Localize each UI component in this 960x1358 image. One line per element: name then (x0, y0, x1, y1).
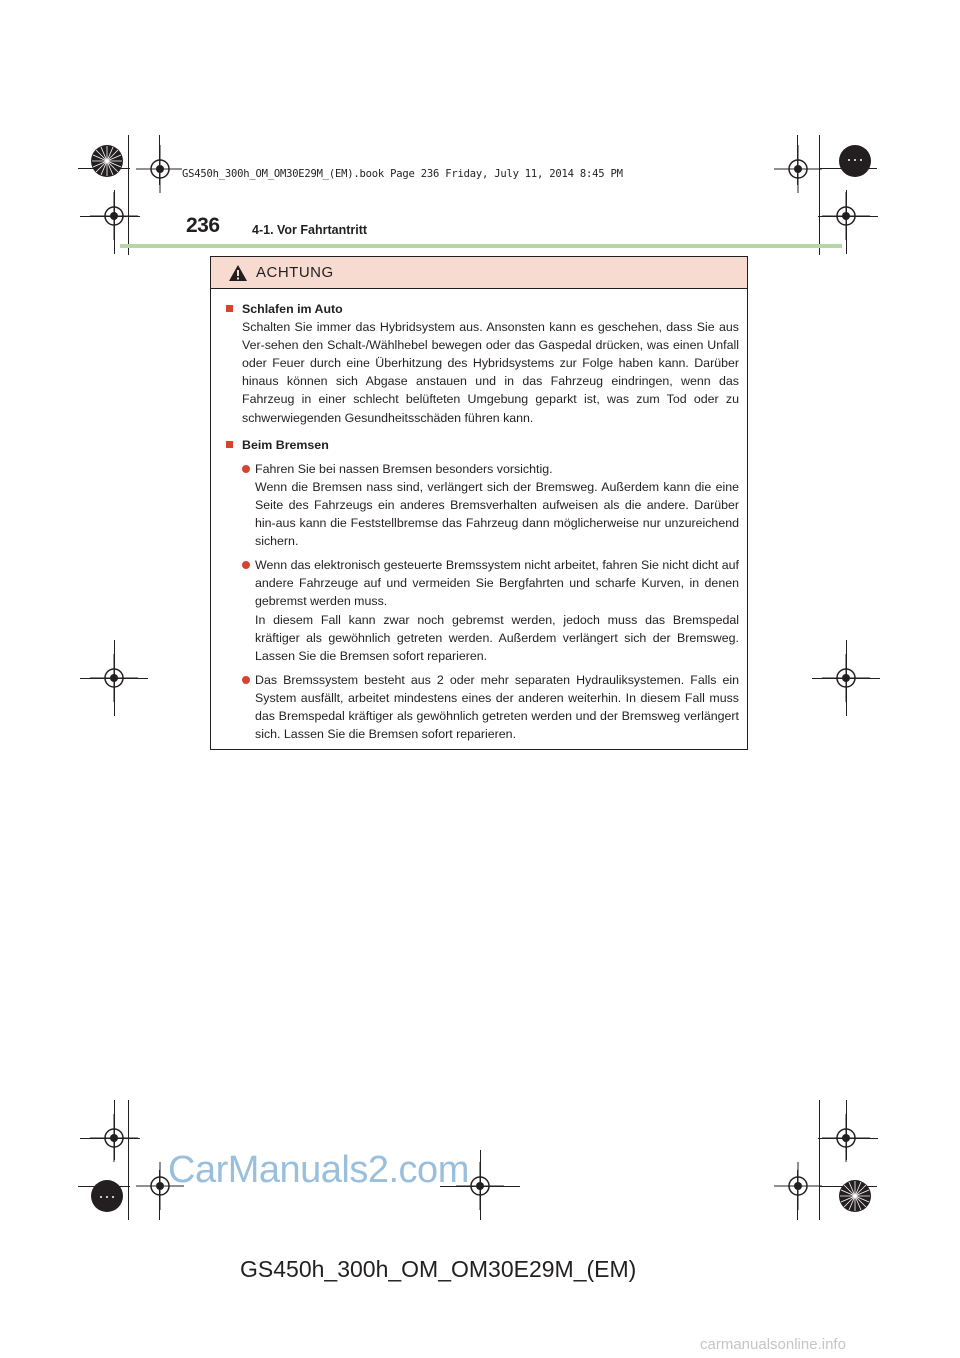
registration-mark-icon (822, 654, 870, 702)
list-item (224, 556, 739, 665)
registration-mark-icon (822, 192, 870, 240)
warning-title: ACHTUNG (256, 264, 334, 281)
registration-mark-icon (90, 654, 138, 702)
heading-text: Beim Bremsen (242, 437, 329, 452)
section-heading (224, 436, 739, 454)
header-rule (120, 244, 842, 248)
section-heading (224, 300, 739, 318)
square-bullet-icon (226, 305, 233, 312)
bullet-text: Fahren Sie bei nassen Bremsen besonders vorsichtig. (255, 461, 553, 476)
section-title: 4-1. Vor Fahrtantritt (252, 223, 368, 237)
warning-body (211, 289, 747, 743)
round-bullet-icon (242, 561, 250, 569)
registration-mark-icon (774, 145, 822, 193)
dotted-disk-mark-icon (838, 144, 872, 178)
footer-code: GS450h_300h_OM_OM30E29M_(EM) (240, 1256, 637, 1282)
heading-text: Schlafen im Auto (242, 302, 343, 316)
site-watermark: carmanualsonline.info (700, 1336, 846, 1353)
registration-mark-icon (774, 1162, 822, 1210)
print-slug: GS450h_300h_OM_OM30E29M_(EM).book Page 236 Friday, July 11, 2014 8:45 PM (182, 168, 623, 180)
bullet-text: Das Bremssystem besteht aus 2 oder mehr separaten Hydrauliksystemen. Falls ein System ausfällt, arbeitet mindestens eines der anderen weiterhin. In diesem Fall muss das Bremspedal kräftiger als gewöhnlich getreten werden und der Bremsweg verlängert sich. Lassen Sie die Bremsen sofort reparieren. (255, 672, 739, 742)
registration-mark-icon (90, 1114, 138, 1162)
list-item (224, 460, 739, 550)
page-number: 236 (186, 214, 220, 237)
list-item (224, 671, 739, 743)
dotted-disk-mark-icon (90, 1179, 124, 1213)
warning-header (211, 257, 747, 289)
paragraph: Schalten Sie immer das Hybridsystem aus. Ansonsten kann es geschehen, dass Sie aus Ver-sehen den Schalt-/Wählhebel bewegen oder das Gaspedal drücken, was einen Unfall oder Feuer durch eine Überhitzung des Hybridsystems zur Folge haben kann. Darüber hinaus können sich Abgase anstauen und in das Fahrzeug eindringen, wenn das Fahrzeug in einer schlecht belüfteten Umgebung geparkt ist, was zum Tod oder zu schwerwiegenden Gesundheitsschäden führen kann. (242, 320, 739, 425)
registration-mark-icon (90, 192, 138, 240)
bullet-text: Wenn die Bremsen nass sind, verlängert sich der Bremsweg. Außerdem kann die eine Seite des Fahrzeugs ein anderes Bremsverhalten aufweisen als die andere. Darüber hin-aus kann die Feststellbremse das Fahrzeug dann möglicherweise nur unzureichend sichern. (255, 479, 739, 549)
bullet-text: Wenn das elektronisch gesteuerte Bremssystem nicht arbeitet, fahren Sie nicht dicht auf andere Fahrzeuge auf und vermeiden Sie Bergfahrten und scharfe Kurven, in denen gebremst werden muss. (255, 558, 739, 609)
starburst-mark-icon (838, 1179, 872, 1213)
starburst-mark-icon (90, 144, 124, 178)
registration-mark-icon (822, 1114, 870, 1162)
square-bullet-icon (226, 441, 233, 448)
watermark-link[interactable]: CarManuals2.com (168, 1149, 469, 1191)
warning-box (210, 256, 748, 750)
bullet-text: In diesem Fall kann zwar noch gebremst werden, jedoch muss das Bremspedal kräftiger als gewöhnlich getreten werden. Außerdem verlängert sich der Bremsweg. Lassen Sie die Bremsen sofort reparieren. (255, 612, 739, 663)
round-bullet-icon (242, 676, 250, 684)
round-bullet-icon (242, 465, 250, 473)
registration-mark-icon (136, 145, 184, 193)
warning-triangle-icon (228, 264, 248, 282)
